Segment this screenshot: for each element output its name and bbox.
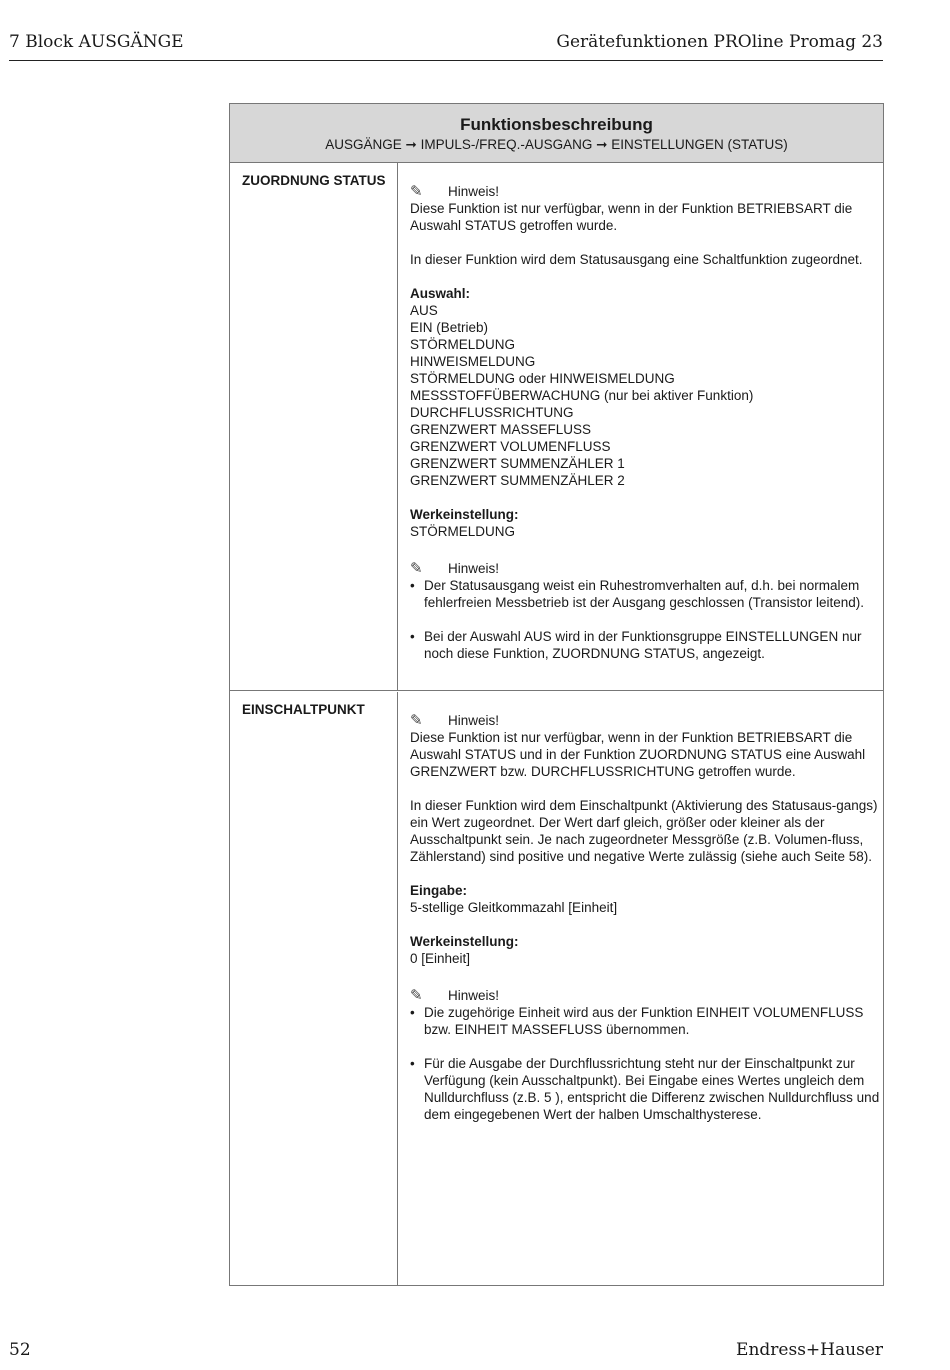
- table-row-zuordnung-status: [230, 163, 883, 691]
- auswahl-item: MESSSTOFFÜBERWACHUNG (nur bei aktiver Funktion): [410, 388, 754, 403]
- bullet-item: • Bei der Auswahl AUS wird in der Funktionsgruppe EINSTELLUNGEN nur noch diese Funktion, ZUORDNUNG STATUS, angezeigt.: [410, 628, 883, 662]
- werkeinstellung-value: 0 [Einheit]: [410, 951, 471, 966]
- pencil-icon: ✎: [410, 987, 423, 1004]
- eingabe-title: Eingabe:: [410, 883, 468, 898]
- auswahl-item: GRENZWERT SUMMENZÄHLER 1: [410, 456, 625, 471]
- werkeinstellung-title: Werkeinstellung:: [410, 507, 519, 522]
- table-row-einschaltpunkt: [230, 692, 883, 1285]
- pencil-icon: ✎: [410, 560, 423, 577]
- pencil-icon: ✎: [410, 712, 423, 729]
- auswahl-item: EIN (Betrieb): [410, 320, 489, 335]
- note-heading: [410, 560, 883, 577]
- note-label: Hinweis!: [448, 184, 500, 199]
- auswahl-item: AUS: [410, 303, 438, 318]
- function-description: [398, 163, 883, 690]
- table-title: Funktionsbeschreibung: [460, 115, 653, 134]
- bullet-item: • Der Statusausgang weist ein Ruhestromverhalten auf, d.h. bei normalem fehlerfreien Messbetrieb ist der Ausgang geschlossen (Transistor leitend).: [410, 577, 883, 611]
- auswahl-list: [410, 302, 883, 489]
- document-title: Gerätefunktionen PROline Promag 23: [556, 32, 883, 52]
- note-label: Hinweis!: [448, 988, 500, 1003]
- note-bullets: [410, 1004, 883, 1123]
- werkeinstellung-value: STÖRMELDUNG: [410, 524, 516, 539]
- auswahl-item: HINWEISMELDUNG: [410, 354, 536, 369]
- auswahl-item: DURCHFLUSSRICHTUNG: [410, 405, 574, 420]
- table-header: [230, 104, 883, 163]
- function-table: [229, 103, 884, 1286]
- menu-path: AUSGÄNGE ➞ IMPULS-/FREQ.-AUSGANG ➞ EINSTELLUNGEN (STATUS): [325, 137, 788, 152]
- intro-text: In dieser Funktion wird dem Einschaltpunkt (Aktivierung des Statusaus-gangs) ein Wert zugeordnet. Der Wert darf gleich, größer oder kleiner als der Ausschaltpunkt sein. Je nach zugeordneter Messgröße (z.B. Volumen-fluss, Zählerstand) sind positive und negative Werte zulässig (siehe auch Seite 58).: [410, 798, 878, 864]
- eingabe-value: 5-stellige Gleitkommazahl [Einheit]: [410, 900, 618, 915]
- function-name: EINSCHALTPUNKT: [230, 692, 398, 1285]
- note-text: Diese Funktion ist nur verfügbar, wenn in der Funktion BETRIEBSART die Auswahl STATUS und in der Funktion ZUORDNUNG STATUS eine Auswahl GRENZWERT bzw. DURCHFLUSSRICHTUNG getroffen wurde.: [410, 730, 866, 779]
- page-header: [9, 32, 883, 61]
- page-number: 52: [9, 1340, 31, 1360]
- pencil-icon: ✎: [410, 183, 423, 200]
- note-heading: [410, 987, 883, 1004]
- bullet-item: • Für die Ausgabe der Durchflussrichtung steht nur der Einschaltpunkt zur Verfügung (kein Ausschaltpunkt). Bei Eingabe eines Wertes ungleich dem Nulldurchfluss (z.B. 5 ), entspricht die Differenz zwischen Nulldurchfluss und dem eingegebenen Wert der halben Umschalthysterese.: [410, 1055, 883, 1123]
- auswahl-item: GRENZWERT MASSEFLUSS: [410, 422, 592, 437]
- auswahl-item: GRENZWERT VOLUMENFLUSS: [410, 439, 611, 454]
- bullet-item: • Die zugehörige Einheit wird aus der Funktion EINHEIT VOLUMENFLUSS bzw. EINHEIT MASSEFLUSS übernommen.: [410, 1004, 883, 1038]
- note-label: Hinweis!: [448, 561, 500, 576]
- auswahl-item: STÖRMELDUNG oder HINWEISMELDUNG: [410, 371, 675, 386]
- note-heading: [410, 712, 883, 729]
- function-description: [398, 692, 883, 1285]
- auswahl-title: Auswahl:: [410, 286, 471, 301]
- note-label: Hinweis!: [448, 713, 500, 728]
- note-heading: [410, 183, 883, 200]
- intro-text: In dieser Funktion wird dem Statusausgang eine Schaltfunktion zugeordnet.: [410, 252, 863, 267]
- werkeinstellung-title: Werkeinstellung:: [410, 934, 519, 949]
- auswahl-item: STÖRMELDUNG: [410, 337, 516, 352]
- auswahl-item: GRENZWERT SUMMENZÄHLER 2: [410, 473, 625, 488]
- function-name: ZUORDNUNG STATUS: [230, 163, 398, 690]
- note-text: Diese Funktion ist nur verfügbar, wenn in der Funktion BETRIEBSART die Auswahl STATUS getroffen wurde.: [410, 201, 853, 233]
- note-bullets: [410, 577, 883, 662]
- chapter-title: 7 Block AUSGÄNGE: [9, 32, 184, 52]
- brand-logo: Endress+Hauser: [736, 1340, 883, 1360]
